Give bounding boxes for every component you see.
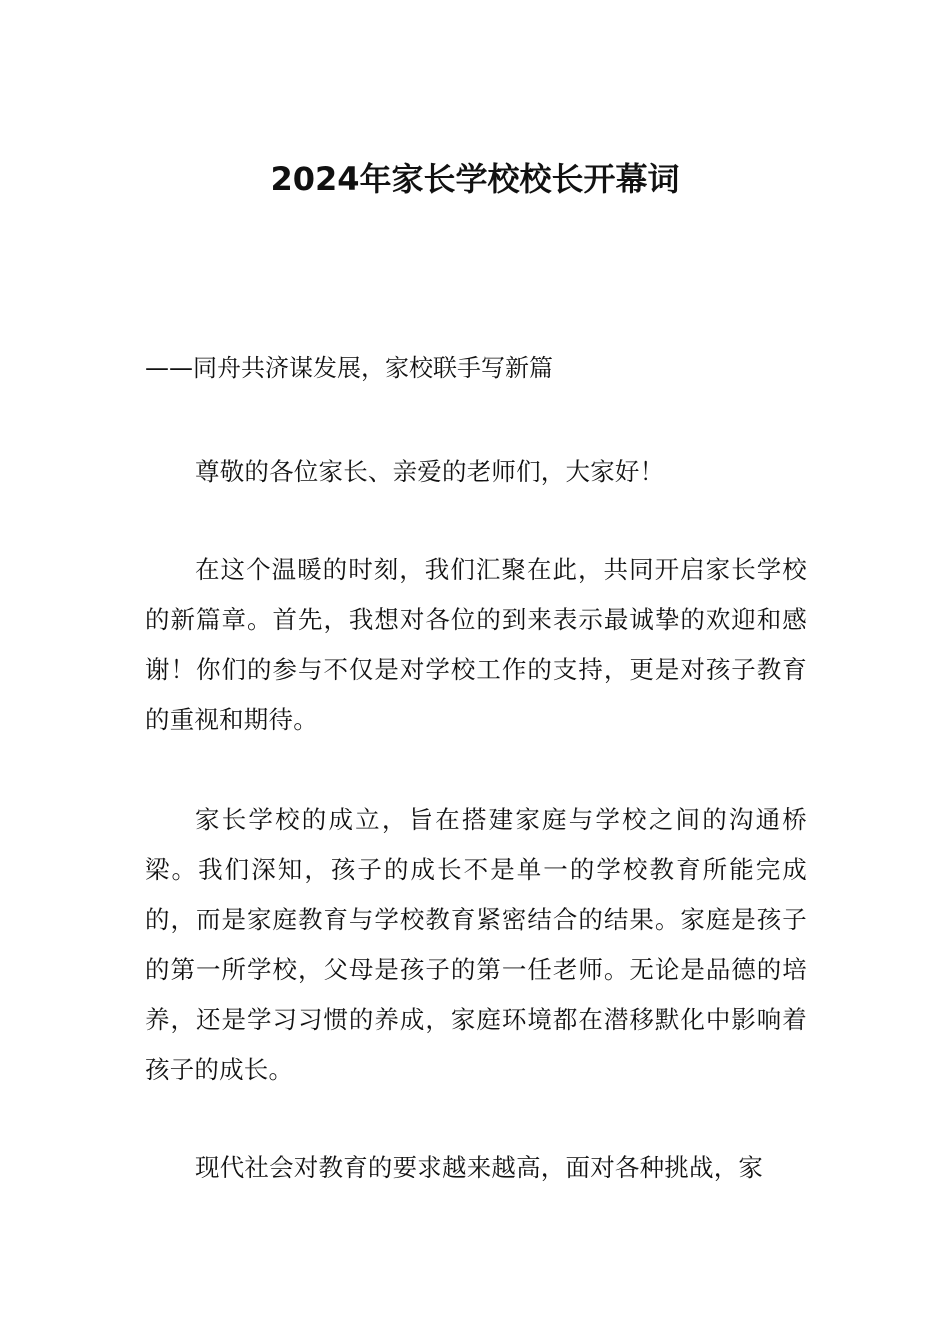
body-paragraph-3: 现代社会对教育的要求越来越高，面对各种挑战，家 [195,1153,764,1182]
greeting-paragraph: 尊敬的各位家长、亲爱的老师们，大家好！ [195,457,665,486]
body-paragraph-1: 在这个温暖的时刻，我们汇聚在此，共同开启家长学校的新篇章。首先，我想对各位的到来表示最诚挚的欢迎和感谢！你们的参与不仅是对学校工作的支持，更是对孩子教育的重视和期待。 [145,555,807,734]
document-subtitle: ——同舟共济谋发展，家校联手写新篇 [145,354,553,382]
body-paragraph-2: 家长学校的成立，旨在搭建家庭与学校之间的沟通桥梁。我们深知，孩子的成长不是单一的学校教育所能完成的，而是家庭教育与学校教育紧密结合的结果。家庭是孩子的第一所学校，父母是孩子的第一任老师。无论是品德的培养，还是学习习惯的养成，家庭环境都在潜移默化中影响着孩子的成长。 [145,805,807,1084]
document-title: 2024年家长学校校长开幕词 [270,160,680,198]
